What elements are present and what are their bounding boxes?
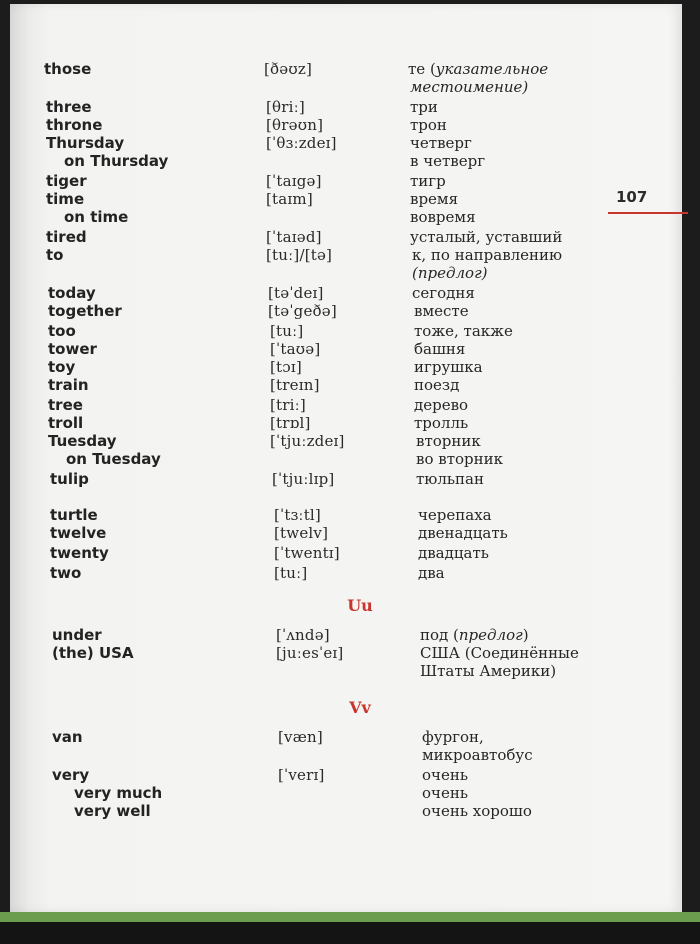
dictionary-row xyxy=(10,322,700,342)
dictionary-row xyxy=(10,414,700,434)
transcription: [treɪn] xyxy=(270,376,320,394)
transcription: [təˈdeɪ] xyxy=(268,284,324,302)
english-headword: turtle xyxy=(50,506,98,524)
english-headword: tulip xyxy=(50,470,89,488)
transcription: [ˈtjuːzdeɪ] xyxy=(270,432,345,450)
english-headword: very xyxy=(52,766,90,784)
transcription: [θrəʊn] xyxy=(266,116,324,134)
dictionary-row xyxy=(10,60,700,80)
russian-translation: четверг xyxy=(410,134,472,152)
english-headword: to xyxy=(46,246,64,264)
english-headword: twelve xyxy=(50,524,107,542)
english-headword: twenty xyxy=(50,544,109,562)
dictionary-row xyxy=(10,78,700,98)
russian-translation: двенадцать xyxy=(418,524,508,542)
english-headword: tired xyxy=(46,228,87,246)
dictionary-row xyxy=(10,524,700,544)
english-headword: tower xyxy=(48,340,97,358)
transcription: [ˈverɪ] xyxy=(278,766,325,784)
transcription: [ˈtaʊə] xyxy=(270,340,321,358)
transcription: [ˈθɜːzdeɪ] xyxy=(266,134,337,152)
russian-translation: тоже, также xyxy=(414,322,513,340)
dictionary-row xyxy=(10,396,700,416)
russian-translation: сегодня xyxy=(412,284,475,302)
transcription: [tɔɪ] xyxy=(270,358,302,376)
english-headword: (the) USA xyxy=(52,644,134,662)
transcription: [θriː] xyxy=(266,98,305,116)
english-headword: Thursday xyxy=(46,134,125,152)
dictionary-row xyxy=(10,302,700,322)
dictionary-row xyxy=(10,358,700,378)
dictionary-page xyxy=(10,4,682,912)
dictionary-row xyxy=(10,746,700,766)
english-headword: Tuesday xyxy=(48,432,117,450)
dictionary-row xyxy=(10,450,700,470)
english-headword: very much xyxy=(74,784,163,802)
russian-translation: США (Соединённые xyxy=(420,644,579,662)
transcription: [tuː] xyxy=(270,322,304,340)
english-headword: on time xyxy=(64,208,129,226)
english-headword: three xyxy=(46,98,92,116)
dictionary-row xyxy=(10,228,700,248)
transcription: [tuː] xyxy=(274,564,308,582)
section-heading-u: Uu xyxy=(347,596,373,615)
russian-translation: черепаха xyxy=(418,506,492,524)
russian-translation: башня xyxy=(414,340,466,358)
dictionary-row xyxy=(10,564,700,584)
russian-translation: усталый, уставший xyxy=(410,228,563,246)
dictionary-row xyxy=(10,246,700,266)
transcription: [ðəʊz] xyxy=(264,60,313,78)
russian-translation: те (указательное xyxy=(408,60,549,78)
russian-translation: трон xyxy=(410,116,447,134)
english-headword: those xyxy=(44,60,92,78)
russian-translation: к, по направлению xyxy=(412,246,563,264)
russian-translation: (предлог) xyxy=(412,264,488,282)
russian-translation: три xyxy=(410,98,438,116)
english-headword: under xyxy=(52,626,102,644)
dictionary-row xyxy=(10,784,700,804)
transcription: [ˈtɜːtl] xyxy=(274,506,321,524)
page-number-rule xyxy=(608,212,688,214)
english-headword: time xyxy=(46,190,85,208)
english-headword: today xyxy=(48,284,96,302)
transcription: [juːesˈeɪ] xyxy=(276,644,344,662)
russian-translation: вместе xyxy=(414,302,469,320)
dictionary-row xyxy=(10,766,700,786)
russian-translation: тюльпан xyxy=(416,470,484,488)
dictionary-row xyxy=(10,340,700,360)
english-headword: together xyxy=(48,302,122,320)
transcription: [ˈtaɪgə] xyxy=(266,172,322,190)
dictionary-row xyxy=(10,134,700,154)
page-number: 107 xyxy=(616,188,648,206)
english-headword: toy xyxy=(48,358,76,376)
russian-translation: тролль xyxy=(414,414,469,432)
russian-translation: во вторник xyxy=(416,450,503,468)
russian-translation: поезд xyxy=(414,376,460,394)
dictionary-row xyxy=(10,644,700,664)
english-headword: tree xyxy=(48,396,83,414)
page-edge-strip xyxy=(0,912,700,922)
russian-translation: Штаты Америки) xyxy=(420,662,557,680)
dictionary-row xyxy=(10,264,700,284)
dictionary-row xyxy=(10,208,700,228)
english-headword: tiger xyxy=(46,172,87,190)
dictionary-row xyxy=(10,470,700,490)
dictionary-row xyxy=(10,152,700,172)
dictionary-row xyxy=(10,728,700,748)
english-headword: very well xyxy=(74,802,151,820)
transcription: [ˈʌndə] xyxy=(276,626,330,644)
dictionary-row xyxy=(10,190,700,210)
russian-translation: вторник xyxy=(416,432,481,450)
english-headword: train xyxy=(48,376,89,394)
dictionary-row xyxy=(10,802,700,822)
transcription: [ˈtjuːlɪp] xyxy=(272,470,335,488)
russian-translation: очень хорошо xyxy=(422,802,532,820)
transcription: [trɒl] xyxy=(270,414,311,432)
russian-translation: фургон, xyxy=(422,728,484,746)
transcription: [ˈtwentɪ] xyxy=(274,544,340,562)
russian-translation: игрушка xyxy=(414,358,483,376)
dictionary-row xyxy=(10,506,700,526)
english-headword: throne xyxy=(46,116,103,134)
scan-background xyxy=(0,922,700,944)
transcription: [triː] xyxy=(270,396,306,414)
transcription: [væn] xyxy=(278,728,323,746)
russian-translation: в четверг xyxy=(410,152,486,170)
russian-translation: два xyxy=(418,564,445,582)
russian-translation: местоимение) xyxy=(410,78,529,96)
english-headword: too xyxy=(48,322,76,340)
russian-translation: тигр xyxy=(410,172,446,190)
russian-translation: дерево xyxy=(414,396,469,414)
dictionary-row xyxy=(10,544,700,564)
russian-translation: вовремя xyxy=(410,208,476,226)
english-headword: on Tuesday xyxy=(66,450,161,468)
dictionary-row xyxy=(10,376,700,396)
dictionary-row xyxy=(10,284,700,304)
dictionary-row xyxy=(10,626,700,646)
russian-translation: очень xyxy=(422,766,468,784)
russian-translation: микроавтобус xyxy=(422,746,533,764)
transcription: [twelv] xyxy=(274,524,329,542)
russian-translation: двадцать xyxy=(418,544,489,562)
transcription: [taɪm] xyxy=(266,190,313,208)
dictionary-row xyxy=(10,116,700,136)
english-headword: van xyxy=(52,728,83,746)
transcription: [ˈtaɪəd] xyxy=(266,228,322,246)
english-headword: troll xyxy=(48,414,84,432)
dictionary-row xyxy=(10,172,700,192)
section-heading-v: Vv xyxy=(349,698,371,717)
english-headword: two xyxy=(50,564,82,582)
dictionary-row xyxy=(10,432,700,452)
dictionary-row xyxy=(10,662,700,682)
russian-translation: очень xyxy=(422,784,468,802)
transcription: [təˈgeðə] xyxy=(268,302,337,320)
russian-translation: под (предлог) xyxy=(420,626,529,644)
transcription: [tuː]/[tə] xyxy=(266,246,333,264)
dictionary-row xyxy=(10,98,700,118)
english-headword: on Thursday xyxy=(64,152,169,170)
russian-translation: время xyxy=(410,190,459,208)
